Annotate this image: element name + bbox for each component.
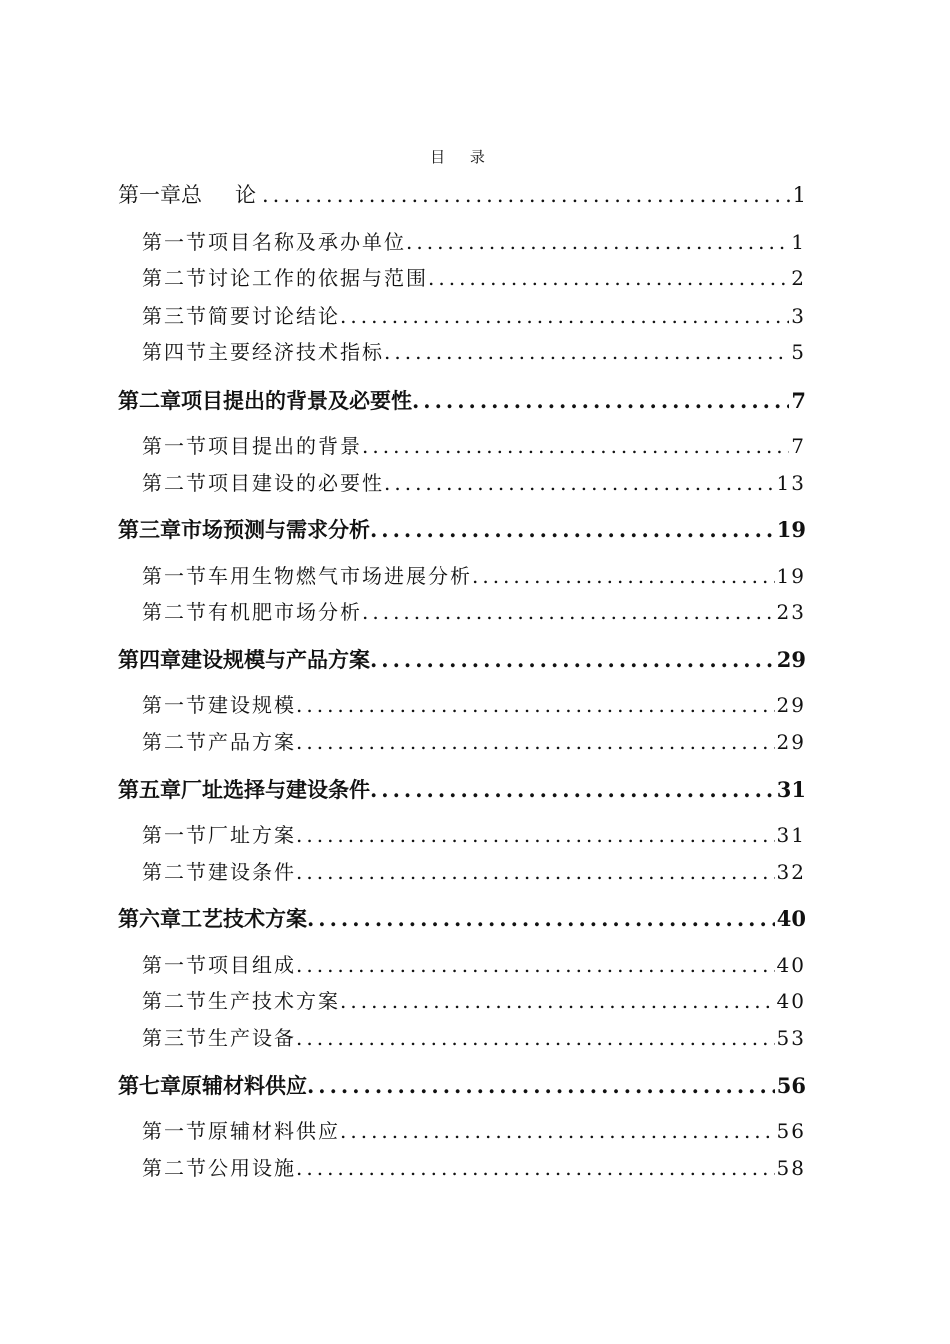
page-number: 2: [791, 266, 806, 290]
leader-dots: [296, 862, 775, 882]
section-number: 第一节: [142, 823, 208, 847]
leader-dots: [296, 955, 775, 975]
page-number: 53: [776, 1026, 806, 1050]
chapter-title: 项目提出的背景及必要性: [181, 388, 412, 413]
section-number: 第二节: [142, 1156, 208, 1180]
page-number: 29: [776, 693, 806, 717]
toc-section[interactable]: [142, 1028, 806, 1048]
chapter-number: 第三章: [118, 517, 181, 542]
chapter-title: 工艺技术方案: [181, 906, 307, 931]
leader-dots: [296, 732, 775, 752]
toc-section[interactable]: [142, 991, 806, 1011]
page-number: 31: [776, 777, 806, 802]
section-title: 项目组成: [208, 953, 296, 977]
leader-dots: [412, 390, 789, 411]
section-number: 第四节: [142, 340, 208, 364]
toc-section[interactable]: [142, 232, 806, 252]
toc-section[interactable]: [142, 306, 806, 326]
page-number: 13: [776, 471, 806, 495]
section-number: 第二节: [142, 471, 208, 495]
chapter-number: 第四章: [118, 647, 181, 672]
page-number: 3: [791, 304, 806, 328]
section-number: 第一节: [142, 953, 208, 977]
page-number: 31: [776, 823, 806, 847]
section-number: 第二节: [142, 600, 208, 624]
toc-chapter-6[interactable]: [118, 908, 806, 929]
page-number: 58: [776, 1156, 806, 1180]
toc-section[interactable]: [142, 825, 806, 845]
section-title: 项目建设的必要性: [208, 471, 384, 495]
toc-section[interactable]: [142, 1121, 806, 1141]
section-number: 第二节: [142, 266, 208, 290]
page-number: 1: [791, 230, 806, 254]
chapter-title: 厂址选择与建设条件: [181, 777, 370, 802]
toc-section[interactable]: [142, 1158, 806, 1178]
section-number: 第一节: [142, 564, 208, 588]
leader-dots: [340, 1121, 775, 1141]
toc-chapter-4[interactable]: [118, 649, 806, 670]
page-number: 40: [776, 906, 806, 931]
section-title: 原辅材料供应: [208, 1119, 340, 1143]
section-title: 有机肥市场分析: [208, 600, 362, 624]
section-title: 公用设施: [208, 1156, 296, 1180]
section-title: 厂址方案: [208, 823, 296, 847]
section-title: 建设条件: [208, 860, 296, 884]
page-number: 7: [791, 388, 806, 413]
section-title: 简要讨论结论: [208, 304, 340, 328]
chapter-number: 第六章: [118, 906, 181, 931]
page-number: 40: [776, 953, 806, 977]
toc-section[interactable]: [142, 473, 806, 493]
toc-section[interactable]: [142, 862, 806, 882]
leader-dots: [307, 1075, 775, 1096]
toc-section[interactable]: [142, 342, 806, 362]
page-number: 5: [791, 340, 806, 364]
page-number: 1: [792, 183, 806, 207]
leader-dots: [370, 519, 775, 540]
section-title: 生产设备: [208, 1026, 296, 1050]
toc-chapter-1[interactable]: [118, 185, 806, 206]
leader-dots: [362, 436, 789, 456]
leader-dots: [370, 649, 775, 670]
chapter-title: 原辅材料供应: [181, 1073, 307, 1098]
toc-section[interactable]: [142, 602, 806, 622]
toc-chapter-2[interactable]: [118, 390, 806, 411]
toc-section[interactable]: [142, 436, 806, 456]
chapter-title: 市场预测与需求分析: [181, 517, 370, 542]
leader-dots: [384, 342, 789, 362]
toc-section[interactable]: [142, 695, 806, 715]
page-number: 29: [776, 730, 806, 754]
section-title: 车用生物燃气市场进展分析: [208, 564, 472, 588]
section-number: 第一节: [142, 434, 208, 458]
toc-section[interactable]: [142, 732, 806, 752]
leader-dots: [296, 695, 775, 715]
leader-dots: [370, 779, 775, 800]
toc-section[interactable]: [142, 268, 806, 288]
section-title: 主要经济技术指标: [208, 340, 384, 364]
leader-dots: [340, 991, 775, 1011]
toc-chapter-3[interactable]: [118, 519, 806, 540]
chapter-number: 第二章: [118, 388, 181, 413]
chapter-number: 第五章: [118, 777, 181, 802]
leader-dots: [362, 602, 775, 622]
page-number: 19: [776, 564, 806, 588]
page-number: 7: [791, 434, 806, 458]
page-number: 56: [776, 1073, 806, 1098]
section-number: 第一节: [142, 1119, 208, 1143]
leader-dots: [340, 306, 789, 326]
page-number: 56: [776, 1119, 806, 1143]
section-title: 项目名称及承办单位: [208, 230, 406, 254]
leader-dots: [296, 1158, 775, 1178]
toc-title: 目 录: [430, 148, 495, 166]
leader-dots: [428, 268, 789, 288]
leader-dots: [307, 908, 775, 929]
leader-dots: [384, 473, 775, 493]
section-number: 第三节: [142, 1026, 208, 1050]
chapter-number: 第七章: [118, 1073, 181, 1098]
section-title: 项目提出的背景: [208, 434, 362, 458]
section-number: 第一节: [142, 693, 208, 717]
section-title: 生产技术方案: [208, 989, 340, 1013]
section-number: 第一节: [142, 230, 208, 254]
leader-dots: [296, 1028, 775, 1048]
leader-dots: [472, 566, 775, 586]
toc-section[interactable]: [142, 566, 806, 586]
page-number: 19: [776, 517, 806, 542]
page-number: 32: [776, 860, 806, 884]
section-number: 第二节: [142, 730, 208, 754]
chapter-title: 建设规模与产品方案: [181, 647, 370, 672]
section-number: 第二节: [142, 860, 208, 884]
section-number: 第三节: [142, 304, 208, 328]
section-title: 建设规模: [208, 693, 296, 717]
page-number: 40: [776, 989, 806, 1013]
chapter-title: 总 论: [181, 183, 262, 207]
section-number: 第二节: [142, 989, 208, 1013]
leader-dots: [262, 185, 791, 206]
page-number: 23: [776, 600, 806, 624]
toc-chapter-5[interactable]: [118, 779, 806, 800]
chapter-number: 第一章: [118, 183, 181, 207]
leader-dots: [406, 232, 789, 252]
page-number: 29: [776, 647, 806, 672]
section-title: 产品方案: [208, 730, 296, 754]
toc-section[interactable]: [142, 955, 806, 975]
section-title: 讨论工作的依据与范围: [208, 266, 428, 290]
leader-dots: [296, 825, 775, 845]
toc-chapter-7[interactable]: [118, 1075, 806, 1096]
